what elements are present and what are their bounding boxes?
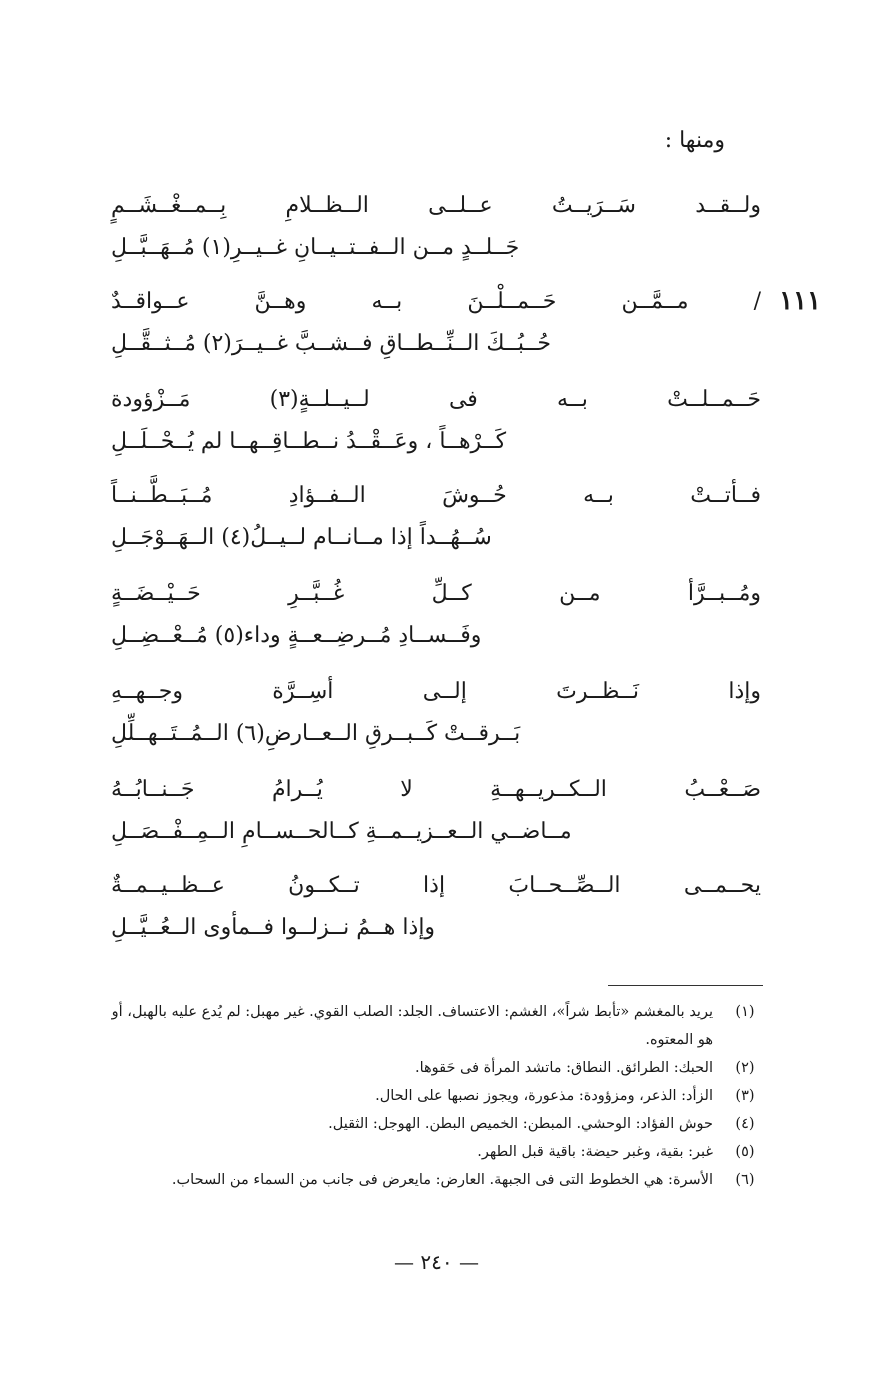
footnote-text: الزأد: الذعر، ومزؤودة: مذعورة، ويجوز نصبها على الحال. — [375, 1088, 713, 1104]
verse-second-hemistich: بَــرقــتْ كَــبــرقِ الــعــارضِ(٦) الــمُــتَــهــلِّلِ — [111, 721, 521, 746]
margin-page-reference: ١١١ — [779, 286, 821, 316]
footnote-3 — [93, 1082, 765, 1110]
footnote-number: (٥) — [735, 1144, 755, 1160]
verse-3 — [101, 380, 761, 470]
verse-first-hemistich: فــأتــتْ بــه حُــوشَ الــفــؤادِ مُــبَــطَّــنــاً — [111, 483, 761, 508]
footnote-text: الأسرة: هي الخطوط التى فى الجبهة. العارض: مايعرض فى جانب من السماء من السحاب. — [171, 1172, 713, 1188]
footnotes — [93, 998, 765, 1194]
footnote-number: (٣) — [735, 1088, 755, 1104]
verse-second-hemistich: جَــلــدٍ مــن الــفــتــيــانِ غــيــرِ(١) مُــهَــبَّــلِ — [111, 235, 520, 260]
verse-first-hemistich: يحــمــى الــصِّــحــابَ إذا تــكــونُ عــظــيــمــةٌ — [111, 873, 761, 898]
footnote-number: (١) — [735, 1004, 755, 1020]
footnote-number: (٦) — [735, 1172, 755, 1188]
footnote-number: (٤) — [735, 1116, 755, 1132]
verse-1 — [101, 186, 761, 276]
verse-5 — [101, 574, 761, 664]
footnote-1 — [93, 998, 765, 1054]
footnote-2 — [93, 1054, 765, 1082]
verse-first-hemistich: ولــقــد سَــرَيــتُ عــلــى الــظــلامِ بِــمــغْــشَــمٍ — [111, 193, 761, 218]
footnote-4 — [93, 1110, 765, 1138]
footnote-text: غبر: بقية، وغبر حيضة: باقية قبل الطهر. — [477, 1144, 713, 1160]
verse-second-hemistich: سُــهُــداً إذا مــانــام لــيــلُ(٤) الــهَــوْجَــلِ — [111, 525, 492, 550]
verse-8 — [101, 866, 761, 956]
footnote-number: (٢) — [735, 1060, 755, 1076]
verse-second-hemistich: وإذا هــمُ نــزلــوا فــمأوى الــعُــيَّــلِ — [111, 915, 436, 940]
page-number: — ٢٤٠ — — [394, 1250, 479, 1274]
verse-second-hemistich: كَــرْهــاً ، وعَــقْــدُ نــطــاقِــهــا لم يُــحْــلَــلِ — [111, 429, 507, 454]
footnote-text: يريد بالمغشم «تأبط شراً»، الغشم: الاعتساف. الجلد: الصلب القوي. غير مهبل: لم يُدع عليه بالهبل، أو هو المعتوه. — [111, 1004, 713, 1048]
verse-first-hemistich: وإذا نَــظــرتَ إلــى أسِــرَّة وجــهــهِ — [111, 679, 761, 704]
verse-7 — [101, 770, 761, 860]
verse-first-hemistich: صَــعْــبُ الــكــريــهــةِ لا يُــرامُ جَــنــابُــهُ — [111, 777, 761, 802]
verse-4 — [101, 476, 761, 566]
verse-6 — [101, 672, 761, 762]
footnote-text: الحبك: الطرائق. النطاق: ماتشد المرأة فى حَقوها. — [414, 1060, 713, 1076]
verse-first-hemistich: حَــمــلــتْ بــه فى لــيــلــةٍ(٣) مَــزْؤودة — [111, 387, 761, 412]
verse-2 — [101, 282, 761, 372]
intro-label: ومنها : — [664, 128, 725, 153]
footnote-5 — [93, 1138, 765, 1166]
footnote-6 — [93, 1166, 765, 1194]
verse-second-hemistich: حُــبُــكَ الــنِّــطــاقِ فــشــبَّ غــيــرَ(٢) مُــثــقَّــلِ — [111, 331, 551, 356]
footnote-text: حوش الفؤاد: الوحشي. المبطن: الخميص البطن. الهوجل: الثقيل. — [328, 1116, 713, 1132]
verse-second-hemistich: وفَــســادِ مُــرضِــعــةٍ وداء(٥) مُــعْــضِــلِ — [111, 623, 482, 648]
verse-second-hemistich: مــاضــي الــعــزيــمــةِ كــالحــســامِ الــمِــفْــصَــلِ — [111, 819, 572, 844]
verse-first-hemistich: ومُــبــرَّأ مــن كــلِّ غُــبَّــرِ حَــيْــضَــةٍ — [111, 581, 761, 606]
footnote-divider — [608, 985, 763, 986]
verse-first-hemistich: / مــمَّــن حَــمــلْــنَ بــه وهــنَّ عــواقــدٌ — [111, 289, 761, 314]
